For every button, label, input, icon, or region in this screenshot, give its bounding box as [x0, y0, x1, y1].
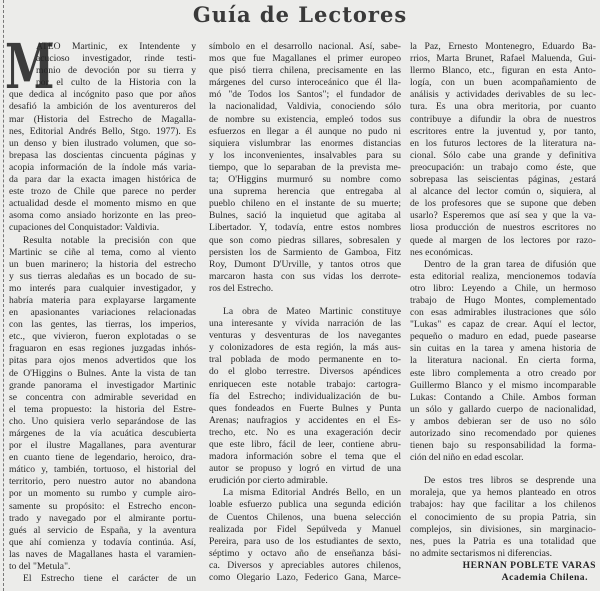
- text-line: de nombre su existencia, empleó todos sus: [209, 113, 401, 125]
- text-line: monio de devoción por su tierra y: [36, 65, 196, 77]
- signature-affiliation: Academia Chilena.: [501, 572, 588, 584]
- text-line: sin cuitas en la tarea y amena historia de: [410, 343, 596, 355]
- text-line: de Cuentos Chilenos, una buena selección: [209, 511, 401, 523]
- text-line: pitas para ojos menos advertidos que los: [9, 355, 196, 367]
- text-line: habría materia para explayarse largamente: [9, 294, 196, 306]
- text-line: al alcance del lector común o, siquiera, al: [410, 186, 596, 198]
- text-line: Pereira, para uso de los estudiantes de sexto,: [209, 535, 401, 547]
- text-line: "Lukas" es capaz de crear. Aquí el lector,: [410, 319, 596, 331]
- text-line: esfuerzos en llegar a él aunque no pudo ni: [209, 125, 401, 137]
- text-line: escritores entre la juventud y, por tanto,: [410, 125, 596, 137]
- text-line: gués al servicio de España, y la aventura: [9, 524, 196, 536]
- text-line: samente su propósito: el Estrecho encon-: [9, 500, 196, 512]
- text-line: actualidad desde el momento mismo en que: [9, 198, 196, 210]
- text-line: Martinic se ciñe al tema, como al viento: [9, 246, 196, 258]
- text-line: se concentra con admirable severidad en: [9, 391, 196, 403]
- text-line: en apasionantes variaciones relacionadas: [9, 307, 196, 319]
- text-line: pequeño o maduro en edad, puede pasearse: [410, 331, 596, 343]
- text-line: fraguaron en esas regiones juzgadas inhós-: [9, 343, 196, 355]
- text-line: una suprema herencia que entregaba al: [209, 186, 401, 198]
- text-line: venturas y desventuras de los navegantes: [209, 330, 401, 342]
- text-line: liosa producción de nuestros escritores no: [410, 222, 596, 234]
- text-line: La obra de Mateo Martinic constituye: [223, 305, 401, 317]
- text-line: Roy, Dumont D'Urville, y tantos otros que: [209, 258, 401, 270]
- paragraph: [9, 41, 196, 235]
- text-line: por un momento su rumbo y cumple airo-: [9, 488, 196, 500]
- text-line: en los futuros lectores de la literatura na-: [410, 137, 596, 149]
- text-line: Dentro de la gran tarea de difusión que: [424, 258, 596, 270]
- text-line: mático y, también, tortuoso, el historial del: [9, 464, 196, 476]
- text-line: tienen bajo su responsabilidad la forma-: [410, 440, 596, 452]
- text-line: desafió la ambición de los aventureros del: [9, 101, 196, 113]
- text-line: el tema propuesto: la historia del Estre-: [9, 403, 196, 415]
- text-line: este trozo de Chile que parece no perder: [9, 186, 196, 198]
- text-line: usarlo? Esperemos que así sea y que la va-: [410, 210, 596, 222]
- text-line: moraleja, que ya hemos planteado en otros: [410, 487, 596, 499]
- text-line: contribuye a difundir la obra de nuestros: [410, 113, 596, 125]
- text-line: complejos, sin divisiones, sin marginacio-: [410, 523, 596, 535]
- text-line: cho. Uno quisiera verlo separándose de las: [9, 415, 196, 427]
- text-line: logía, con un buen acompañamiento de: [410, 77, 596, 89]
- text-line: que pisó tierra chilena, precisamente en las: [209, 65, 401, 77]
- text-line: realizada por Fidel Sepúlveda y Manuel: [209, 523, 401, 535]
- text-line: mos que fue Magallanes el primer europeo: [209, 53, 401, 65]
- paragraph: [209, 41, 401, 295]
- text-line: Libertador. Y, todavía, entre estos nombres: [209, 222, 401, 234]
- text-line: que son como piedras sillares, sobresalen y: [209, 234, 401, 246]
- text-line: con esas admirables ilustraciones que sólo: [410, 307, 596, 319]
- text-line: fía del Estrecho; individualización de bu-: [209, 390, 401, 402]
- text-line: enriquecen este notable trabajo: cartogra-: [209, 378, 401, 390]
- text-line: Arenas; naufragios y accidentes en el Es-: [209, 414, 401, 426]
- text-line: la literatura nacional. En cierta forma,: [410, 355, 596, 367]
- paragraph: [410, 475, 596, 560]
- text-line: con las gentes, las tierras, los imperios,: [9, 319, 196, 331]
- text-line: do el globo terrestre. Diversos apéndices: [209, 366, 401, 378]
- text-line: mar (Historia del Estrecho de Magalla-: [9, 113, 196, 125]
- text-line: y ambos debieran ser de uso no sólo: [410, 415, 596, 427]
- text-line: Bulnes, sació la inquietud que agitaba al: [209, 210, 401, 222]
- text-line: séptimo y octavo año de enseñanza bási-: [209, 547, 401, 559]
- text-line: ción del niño en edad escolar.: [410, 452, 524, 464]
- text-line: autorizado sino recomendado por quienes: [410, 428, 596, 439]
- text-line: tura. Es una obra meritoria, por cuanto: [410, 101, 596, 113]
- column-2: [209, 41, 401, 584]
- article-title: Guía de Lectores: [192, 2, 408, 27]
- paragraph: [410, 259, 596, 465]
- text-line: nes, Editorial Andrés Bello, Stgo. 1977). Es: [9, 125, 196, 137]
- paragraph: [9, 235, 196, 574]
- signature-name: HERNAN POBLETE VARAS: [462, 559, 596, 571]
- text-line: to del "Metula".: [9, 561, 71, 573]
- text-line: como Olegario Lazo, Federico Gana, Marce-: [209, 572, 401, 584]
- text-line: acopia información de la índole más varia-: [9, 161, 196, 173]
- text-line: márgenes del curso interoceánico que él lla-: [209, 77, 401, 89]
- text-line: que dedica al incógnito paso que por años: [9, 89, 196, 101]
- paragraph: [209, 487, 401, 584]
- text-line: de O'Higgins o Bulnes. Ante la vista de tan: [9, 367, 196, 379]
- text-line: por el ilustre Magallanes, para aventurar: [9, 440, 196, 452]
- text-line: acucioso investigador, rinde testi-: [36, 53, 196, 65]
- text-line: persisten los de Sarmiento de Gamboa, Fitz: [209, 246, 401, 258]
- text-line: trabajos: hay que facilitar a los chilenos: [410, 499, 596, 511]
- text-line: las naves de Magallanes hasta el varamien-: [9, 548, 196, 560]
- column-3: [410, 41, 596, 584]
- text-line: mó "de Todos los Santos"; el fundador de: [209, 89, 401, 101]
- text-line: otro libro: Leyendo a Chile, un hermoso: [410, 282, 596, 294]
- text-line: trecho, etc. No es una exageración decir: [209, 426, 401, 438]
- text-line: La misma Editorial Andrés Bello, en un: [223, 487, 401, 499]
- text-line: análisis y actividades derivables de su lec-: [410, 89, 596, 101]
- text-line: mo interés para cualquier investigador, y: [9, 282, 196, 294]
- text-line: un denso y bien ilustrado volumen, que so-: [9, 137, 196, 149]
- text-line: llermo Blanco, etc., figuran en esta Anto-: [410, 65, 596, 77]
- text-line: territorio, pero nuestro autor no abandona: [9, 476, 196, 488]
- paragraph: [410, 41, 596, 259]
- text-line: un sólo y gallardo cuerpo de nacionalidad,: [410, 403, 596, 415]
- text-line: el conocimiento de su propia Patria, sin: [410, 511, 596, 523]
- text-line: sobrepasa las seiscientas páginas, ¿estará: [410, 174, 596, 186]
- text-line: tiempo, que lo separaban de la prevista me-: [209, 161, 401, 173]
- text-line: no admite sectarismos ni diferencias.: [410, 547, 552, 559]
- text-line: De estos tres libros se desprende una: [424, 475, 596, 487]
- drop-cap: M: [5, 30, 55, 103]
- text-line: erudición por cierto admirable.: [209, 475, 328, 487]
- text-line: símbolo en el desarrollo nacional. Así, sabe-: [209, 41, 401, 52]
- text-line: tral poblada de modo permanente en to-: [209, 354, 401, 366]
- text-line: nes económicas.: [410, 246, 473, 258]
- text-line: trabajo de Hugo Montes, complementado: [410, 294, 596, 306]
- text-line: y colonizadores de esta región, la más aus-: [209, 342, 401, 354]
- text-line: etc., que vivieron, fueron explotadas o se: [9, 331, 196, 343]
- text-line: de los profesores que se supone que deben: [410, 198, 596, 210]
- text-line: la nacionalidad, Valdivia, conociendo sólo: [209, 101, 401, 113]
- text-line: ATEO Martinic, ex Intendente y: [36, 41, 196, 52]
- text-line: esta editorial realiza, mencionemos todavía: [410, 270, 596, 282]
- text-line: pueblo chileno en el instante de su muerte;: [209, 198, 401, 210]
- text-line: madora información sobre el tema que el: [209, 451, 401, 463]
- text-line: rrios, Marta Brunet, Rafael Maluenda, Gui-: [410, 53, 596, 65]
- text-line: ca. Diversos y apreciables autores chilenos,: [209, 559, 401, 571]
- text-line: Guillermo Blanco y el mismo incomparable: [410, 379, 596, 391]
- paragraph: [9, 573, 196, 585]
- text-line: trado y navegado por el almirante portu-: [9, 512, 196, 524]
- text-line: Lukas: Contando a Chile. Ambos forman: [410, 391, 596, 403]
- text-line: ta; O'Higgins murmuró su nombre como: [209, 174, 401, 186]
- text-line: ros del Estrecho.: [209, 282, 274, 294]
- text-line: y los inconvenientes, insalvables para su: [209, 149, 401, 161]
- text-line: la Paz, Ernesto Montenegro, Eduardo Ba-: [410, 41, 596, 52]
- text-line: nes, pues la Patria es una totalidad que: [410, 535, 596, 547]
- text-line: Resulta notable la precisión con que: [23, 234, 196, 246]
- text-line: marcaron hasta con sus vidas los derrote-: [209, 270, 401, 282]
- text-line: este libro complementa a otro creado por: [410, 367, 596, 379]
- text-line: preocupación: un trabajo como éste, que: [410, 161, 596, 173]
- text-line: cional. Sólo cabe una grande y definitiva: [410, 149, 596, 161]
- column-1: [9, 41, 196, 585]
- text-line: da para dar la exacta imagen histórica de: [9, 174, 196, 186]
- text-line: que este libro, fácil de leer, contiene abru-: [209, 439, 401, 450]
- text-line: ques fondeados en Fuerte Bulnes y Punta: [209, 402, 401, 414]
- text-line: El Estrecho tiene el carácter de un: [23, 573, 196, 585]
- text-line: autor se propuso y logró en virtud de una: [209, 463, 401, 475]
- paragraph-gap: [410, 464, 596, 475]
- text-line: grande panorama el investigador Martinic: [9, 379, 196, 391]
- text-line: márgenes de la vía acuática descubierta: [9, 428, 196, 439]
- paragraph: [209, 306, 401, 487]
- text-line: cupaciones del Conquistador: Valdivia.: [9, 222, 160, 234]
- text-line: una interesante y vívida narración de las: [209, 318, 401, 330]
- text-line: asoma como ansiado horizonte en las preo-: [9, 210, 196, 222]
- text-line: en cuanto tiene de legendario, heroico, dra-: [9, 452, 196, 464]
- text-line: un buen marinero; la historia del estrecho: [9, 258, 196, 270]
- text-line: quede al margen de los lectores por razo-: [410, 234, 596, 246]
- text-line: loable esfuerzo publica una segunda edición: [209, 499, 401, 511]
- text-line: y sus tierras aledañas es un bocado de su-: [9, 270, 196, 282]
- text-line: brepasa las doscientas cincuenta páginas y: [9, 149, 196, 161]
- text-line: que ahí comienza y todavía continúa. Así,: [9, 536, 196, 548]
- text-line: por el culto de la Historia con la: [36, 77, 196, 89]
- page-edge-line: [3, 0, 4, 591]
- paragraph-gap: [209, 295, 401, 306]
- text-line: siquiera vislumbrar las enormes distancias: [209, 137, 401, 149]
